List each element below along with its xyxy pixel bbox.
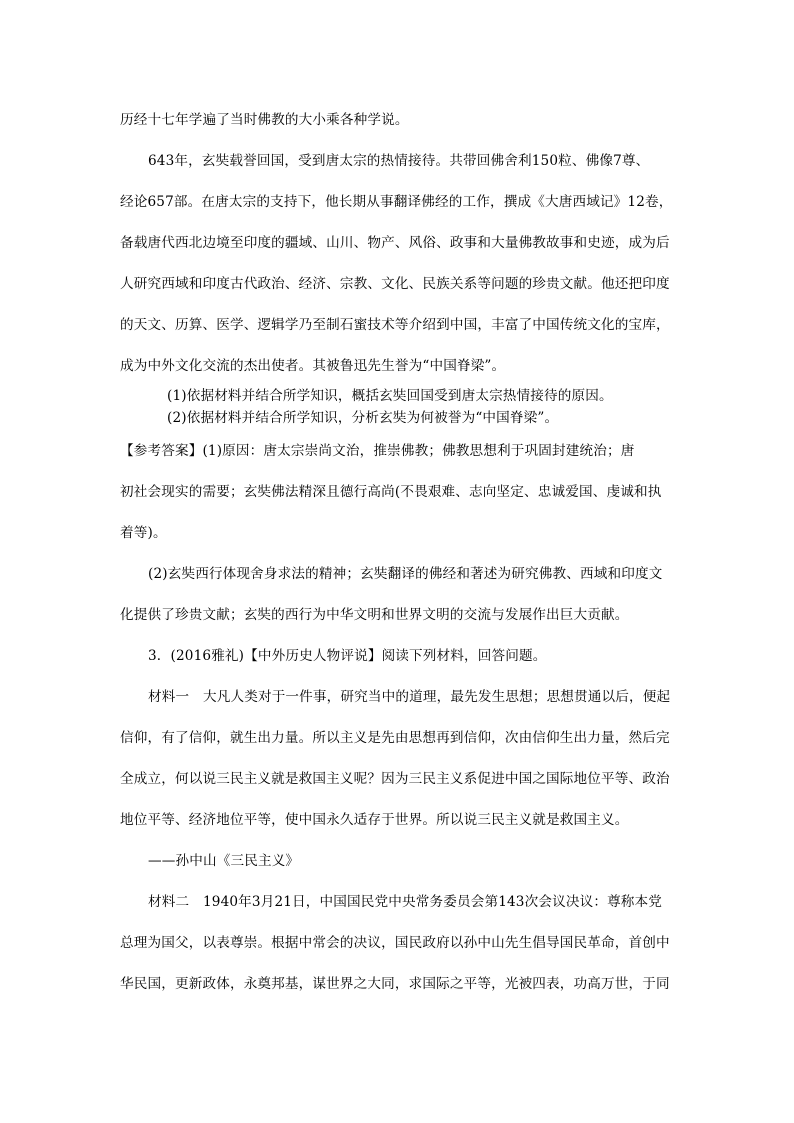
text-line: 历经十七年学遍了当时佛教的大小乘各种学说。: [120, 112, 409, 128]
text-line: 材料二 1940年3月21日，中国国民党中央常务委员会第143次会议决议：尊称本党: [148, 894, 663, 910]
text-line: 备载唐代西北边境至印度的疆域、山川、物产、风俗、政事和大量佛教故事和史迹，成为后: [120, 235, 670, 251]
text-line: 华民国，更新政体，永奠邦基，谋世界之大同，求国际之平等，光被四表，功高万世，于同: [120, 976, 670, 992]
question-item: (2)依据材料并结合所学知识，分析玄奘为何被誉为“中国脊梁”。: [167, 410, 559, 426]
answer-line: 【参考答案】(1)原因：唐太宗崇尚文治，推崇佛教；佛教思想利于巩固封建统治；唐: [120, 443, 635, 459]
text-line: 地位平等、经济地位平等，使中国永久适存于世界。所以说三民主义就是救国主义。: [120, 812, 629, 828]
question-heading: 3．(2016雅礼)【中外历史人物评说】阅读下列材料，回答问题。: [148, 648, 547, 664]
text-line: 材料一 大凡人类对于一件事，研究当中的道理，最先发生思想；思想贯通以后，便起: [148, 689, 671, 705]
answer-line: 化提供了珍贵文献；玄奘的西行为中华文明和世界文明的交流与发展作出巨大贡献。: [120, 607, 629, 623]
answer-line: 着等)。: [120, 525, 167, 541]
text-line: 的天文、历算、医学、逻辑学乃至制石蜜技术等介绍到中国，丰富了中国传统文化的宝库，: [120, 317, 670, 333]
answer-line: (2)玄奘西行体现舍身求法的精神；玄奘翻译的佛经和著述为研究佛教、西域和印度文: [148, 566, 663, 582]
text-line: 643年，玄奘载誉回国，受到唐太宗的热情接待。共带回佛舍利150粒、佛像7尊、: [148, 153, 650, 169]
citation: ——孙中山《三民主义》: [148, 853, 300, 869]
text-line: 全成立，何以说三民主义就是救国主义呢？因为三民主义系促进中国之国际地位平等、政治: [120, 771, 670, 787]
text-line: 经论657部。在唐太宗的支持下，他长期从事翻译佛经的工作，撰成《大唐西域记》12卷，: [120, 194, 673, 210]
text-line: 信仰，有了信仰，就生出力量。所以主义是先由思想再到信仰，次由信仰生出力量，然后完: [120, 730, 670, 746]
answer-line: 初社会现实的需要；玄奘佛法精深且德行高尚(不畏艰难、志向坚定、忠诚爱国、虔诚和执: [120, 484, 662, 500]
text-line: 成为中外文化交流的杰出使者。其被鲁迅先生誉为“中国脊梁”。: [120, 358, 506, 374]
text-line: 总理为国父，以表尊崇。根据中常会的决议，国民政府以孙中山先生倡导国民革命，首创中: [120, 935, 670, 951]
question-item: (1)依据材料并结合所学知识，概括玄奘回国受到唐太宗热情接待的原因。: [167, 388, 613, 404]
text-line: 人研究西域和印度古代政治、经济、宗教、文化、民族关系等问题的珍贵文献。他还把印度: [120, 276, 670, 292]
